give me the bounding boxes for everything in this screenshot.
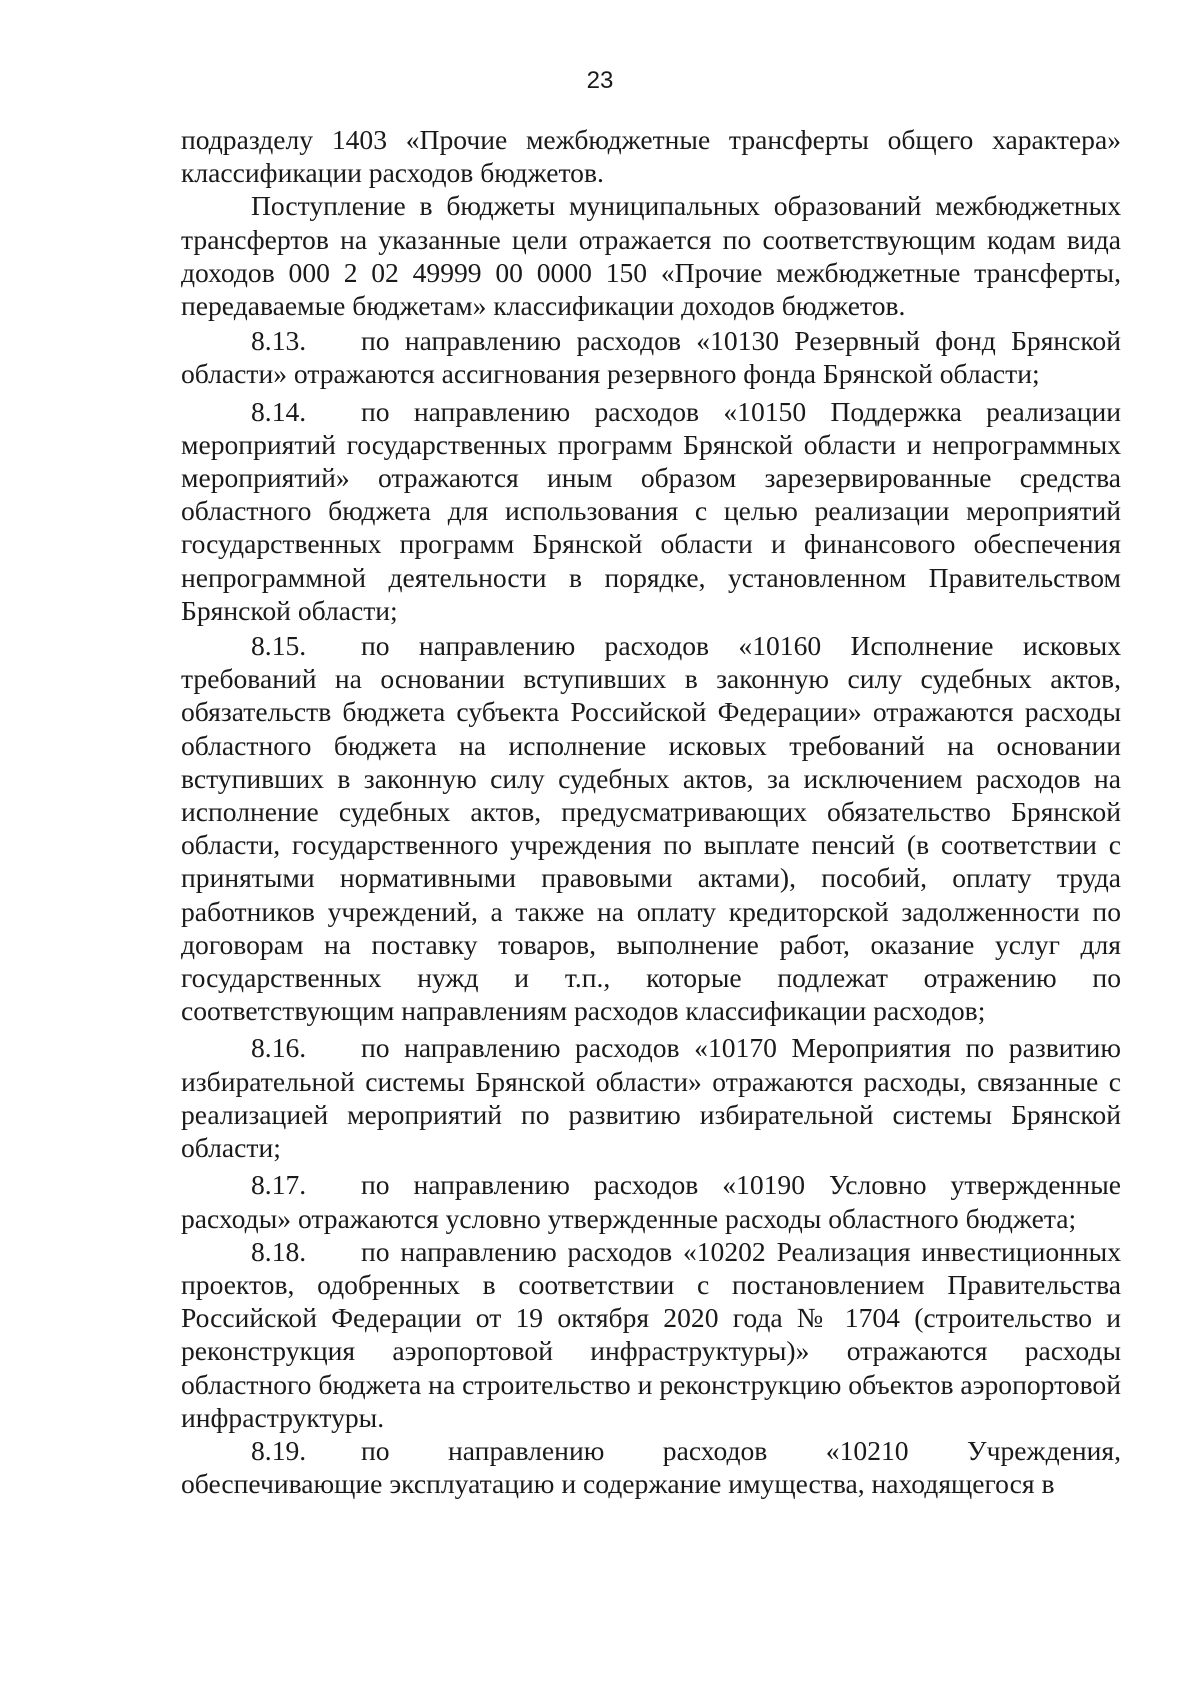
paragraph-receipt [181,189,1121,322]
item-number: 8.18. [251,1235,307,1267]
paragraph-text: по направлению расходов «10202 Реализация инвестиционных проектов, одобренных в соответствии с постановлением Правительства Российской Федерации от 19 октября 2020 года № 1704 (строительство и реконструкция аэропортовой инфраструктуры)» отражаются расходы областного бюджета на строительство и реконструкцию объектов аэропортовой инфраструктуры. [181,1235,1121,1433]
page-number: 23 [586,67,614,94]
item-number: 8.19. [251,1434,307,1466]
document-body [181,123,1121,1500]
paragraph-text: по направлению расходов «10160 Исполнение исковых требований на основании вступивших в законную силу судебных актов, обязательств бюджета субъекта Российской Федерации» отражаются расходы областного бюджета на исполнение исковых требований на основании вступивших в законную силу судебных актов, за исключением расходов на исполнение судебных актов, предусматривающих обязательство Брянской области, государственного учреждения по выплате пенсий (в соответствии с принятыми нормативными правовыми актами), пособий, оплату труда работников учреждений, а также на оплату кредиторской задолженности по договорам на поставку товаров, выполнение работ, оказание услуг для государственных нужд и т.п., которые подлежат отражению по соответствующим направлениям расходов классификации расходов; [181,630,1121,1027]
paragraph-text: по направлению расходов «10210 Учреждения, обеспечивающие эксплуатацию и содержание имущества, находящегося в [181,1434,1121,1500]
item-number: 8.14. [251,395,307,427]
paragraph-continuation [181,123,1121,189]
paragraph-8-16 [181,1027,1121,1164]
paragraph-8-14 [181,391,1121,627]
paragraph-text: подразделу 1403 «Прочие межбюджетные трансферты общего характера» классификации расходов бюджетов. [181,124,1121,189]
paragraph-text: по направлению расходов «10130 Резервный фонд Брянской области» отражаются ассигнования резервного фонда Брянской области; [181,325,1121,390]
paragraph-text: по направлению расходов «10150 Поддержка реализации мероприятий государственных программ Брянской области и непрограммных мероприятий» отражаются иным образом зарезервированные средства областного бюджета для использования с целью реализации мероприятий государственных программ Брянской области и финансового обеспечения непрограммной деятельности в порядке, установленном Правительством Брянской области; [181,395,1121,626]
item-number: 8.16. [251,1032,307,1064]
item-number: 8.15. [251,630,307,662]
paragraph-8-13 [181,322,1121,390]
item-number: 8.17. [251,1169,307,1201]
paragraph-text: по направлению расходов «10170 Мероприятия по развитию избирательной системы Брянской области» отражаются расходы, связанные с реализацией мероприятий по развитию избирательной системы Брянской области; [181,1032,1121,1164]
paragraph-8-18 [181,1235,1121,1434]
paragraph-8-19 [181,1434,1121,1500]
paragraph-text: по направлению расходов «10190 Условно утвержденные расходы» отражаются условно утвержденные расходы областного бюджета; [181,1169,1121,1234]
paragraph-8-17 [181,1164,1121,1234]
item-number: 8.13. [251,325,307,357]
paragraph-text: Поступление в бюджеты муниципальных образований межбюджетных трансфертов на указанные цели отражается по соответствующим кодам вида доходов 000 2 02 49999 00 0000 150 «Прочие межбюджетные трансферты, передаваемые бюджетам» классификации доходов бюджетов. [181,190,1121,322]
paragraph-8-15 [181,627,1121,1027]
